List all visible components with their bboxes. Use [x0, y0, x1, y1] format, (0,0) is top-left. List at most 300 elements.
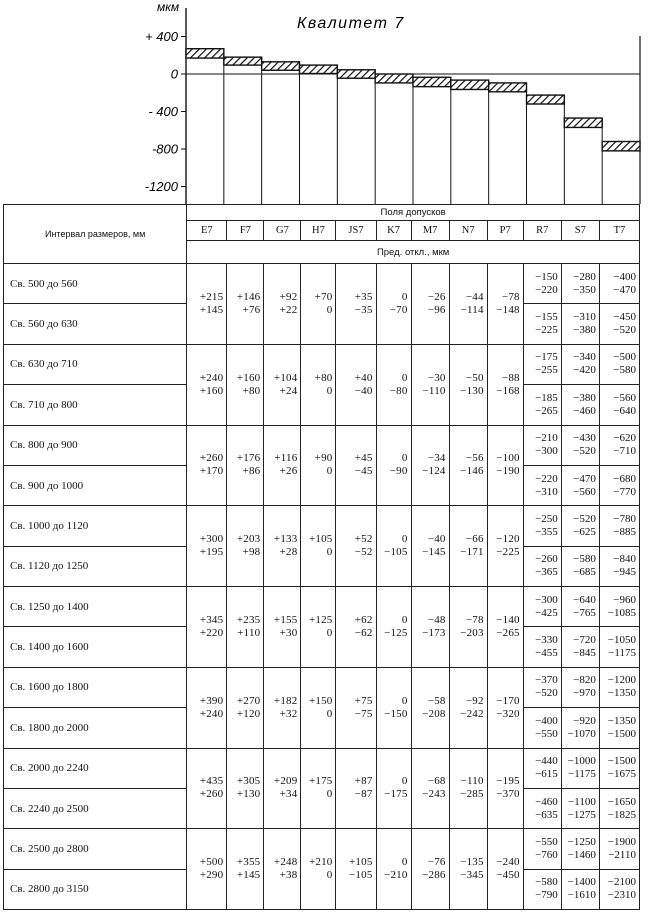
tick-label: + 400 — [145, 29, 178, 44]
upper-deviation: −58 — [427, 694, 446, 707]
lower-deviation: +26 — [279, 465, 298, 478]
deviation-cell-f7 — [227, 748, 264, 829]
deviation-cell-s7 — [561, 304, 599, 344]
lower-deviation: −146 — [460, 465, 484, 478]
deviation-cell-t7 — [599, 506, 639, 546]
tolerance-band-r7 — [527, 95, 565, 104]
lower-deviation: −640 — [613, 404, 636, 417]
size-interval-label: Св. 1600 до 1800 — [4, 667, 187, 707]
deviation-cell-s7 — [561, 425, 599, 465]
size-interval-label: Св. 900 до 1000 — [4, 465, 187, 505]
deviation-cell-m7 — [411, 425, 449, 506]
lower-deviation: −243 — [422, 788, 446, 801]
deviation-cell-s7 — [561, 546, 599, 586]
upper-deviation: +203 — [236, 533, 261, 546]
deviation-cell-p7 — [487, 667, 523, 748]
lower-deviation: −455 — [535, 647, 558, 660]
tolerance-band-e7 — [186, 49, 224, 58]
upper-deviation: −68 — [427, 775, 446, 788]
deviation-cell-f7 — [227, 667, 264, 748]
deviation-cell-h7 — [301, 264, 336, 345]
deviation-cell-h7 — [301, 344, 336, 425]
column-header-f7: F7 — [227, 221, 264, 241]
lower-deviation: −520 — [573, 445, 596, 458]
deviation-cell-js7 — [336, 748, 376, 829]
table-row — [4, 264, 640, 304]
upper-deviation: +345 — [199, 613, 224, 626]
deviation-cell-g7 — [264, 506, 301, 587]
deviation-cell-k7 — [376, 425, 411, 506]
lower-deviation: −130 — [460, 384, 484, 397]
deviation-cell-m7 — [411, 829, 449, 910]
deviation-cell-g7 — [264, 425, 301, 506]
upper-deviation: −150 — [535, 270, 558, 283]
lower-deviation: −615 — [535, 768, 558, 781]
size-interval-label: Св. 710 до 800 — [4, 385, 187, 425]
deviation-cell-h7 — [301, 748, 336, 829]
lower-deviation: +260 — [199, 788, 224, 801]
upper-deviation: −210 — [535, 432, 558, 445]
deviation-cell-t7 — [599, 465, 639, 505]
upper-deviation: +40 — [354, 371, 373, 384]
upper-deviation: 0 — [401, 452, 408, 465]
deviation-cell-t7 — [599, 869, 639, 909]
column-header-s7: S7 — [561, 221, 599, 241]
deviation-cell-r7 — [523, 667, 561, 707]
upper-deviation: −310 — [573, 311, 596, 324]
lower-deviation: −370 — [496, 788, 520, 801]
lower-deviation: −265 — [535, 404, 558, 417]
upper-deviation: −370 — [535, 674, 558, 687]
deviation-cell-r7 — [523, 385, 561, 425]
size-interval-header: Интервал размеров, мм — [4, 205, 187, 264]
upper-deviation: +45 — [354, 452, 373, 465]
deviation-cell-m7 — [411, 667, 449, 748]
lower-deviation: −35 — [354, 303, 373, 316]
deviation-cell-t7 — [599, 587, 639, 627]
deviation-cell-f7 — [227, 506, 264, 587]
lower-deviation: −96 — [427, 303, 446, 316]
lower-deviation: −760 — [535, 848, 558, 861]
upper-deviation: −78 — [501, 290, 520, 303]
deviation-cell-k7 — [376, 264, 411, 345]
lower-deviation: −625 — [573, 525, 596, 538]
size-interval-label: Св. 2000 до 2240 — [4, 748, 187, 788]
lower-deviation: −286 — [422, 869, 446, 882]
lower-deviation: 0 — [326, 465, 333, 478]
upper-deviation: −620 — [613, 432, 636, 445]
deviation-cell-r7 — [523, 627, 561, 667]
column-header-g7: G7 — [264, 221, 301, 241]
deviation-cell-s7 — [561, 506, 599, 546]
upper-deviation: −110 — [460, 775, 484, 788]
size-interval-label: Св. 2800 до 3150 — [4, 869, 187, 909]
tolerance-band-t7 — [602, 142, 640, 151]
upper-deviation: −34 — [427, 452, 446, 465]
lower-deviation: −845 — [573, 647, 596, 660]
upper-deviation: 0 — [401, 290, 408, 303]
deviation-cell-n7 — [449, 506, 487, 587]
lower-deviation: −265 — [496, 626, 520, 639]
deviation-cell-s7 — [561, 627, 599, 667]
deviation-cell-n7 — [449, 425, 487, 506]
upper-deviation: +105 — [308, 533, 333, 546]
upper-deviation: +215 — [199, 290, 224, 303]
upper-deviation: −88 — [501, 371, 520, 384]
deviation-cell-s7 — [561, 788, 599, 828]
size-interval-label: Св. 1250 до 1400 — [4, 587, 187, 627]
lower-deviation: −125 — [384, 626, 408, 639]
deviation-cell-r7 — [523, 546, 561, 586]
lower-deviation: +32 — [279, 707, 298, 720]
deviation-cell-e7 — [187, 425, 227, 506]
deviation-cell-g7 — [264, 748, 301, 829]
upper-deviation: +355 — [236, 856, 261, 869]
upper-deviation: −580 — [573, 553, 596, 566]
lower-deviation: −350 — [573, 283, 596, 296]
size-interval-label: Св. 1400 до 1600 — [4, 627, 187, 667]
deviation-cell-e7 — [187, 587, 227, 668]
unit-label: мкм — [157, 0, 180, 14]
lower-deviation: −168 — [496, 384, 520, 397]
lower-deviation: −173 — [422, 626, 446, 639]
upper-deviation: −66 — [465, 533, 484, 546]
upper-deviation: +35 — [354, 290, 373, 303]
deviation-cell-r7 — [523, 788, 561, 828]
upper-deviation: −220 — [535, 472, 558, 485]
upper-deviation: −920 — [573, 714, 596, 727]
upper-deviation: −1200 — [607, 674, 636, 687]
lower-deviation: −320 — [496, 707, 520, 720]
lower-deviation: −1175 — [568, 768, 596, 781]
deviation-cell-g7 — [264, 264, 301, 345]
deviation-cell-n7 — [449, 829, 487, 910]
tick-label: 0 — [170, 66, 178, 82]
table-row — [4, 506, 640, 546]
deviation-cell-h7 — [301, 425, 336, 506]
upper-deviation: +75 — [354, 694, 373, 707]
lower-deviation: −355 — [535, 525, 558, 538]
upper-deviation: −680 — [613, 472, 636, 485]
upper-deviation: −380 — [573, 391, 596, 404]
lower-deviation: +220 — [199, 626, 224, 639]
deviation-cell-e7 — [187, 264, 227, 345]
upper-deviation: −100 — [496, 452, 520, 465]
upper-deviation: −1500 — [607, 755, 636, 768]
upper-deviation: −720 — [573, 634, 596, 647]
lower-deviation: +120 — [236, 707, 261, 720]
lower-deviation: 0 — [326, 707, 333, 720]
size-interval-label: Св. 800 до 900 — [4, 425, 187, 465]
deviation-cell-t7 — [599, 667, 639, 707]
deviation-cell-js7 — [336, 587, 376, 668]
upper-deviation: +52 — [354, 533, 373, 546]
deviation-cell-f7 — [227, 425, 264, 506]
deviation-cell-h7 — [301, 667, 336, 748]
upper-deviation: +160 — [236, 371, 261, 384]
upper-deviation: −280 — [573, 270, 596, 283]
lower-deviation: −75 — [354, 707, 373, 720]
lower-deviation: −1175 — [608, 647, 636, 660]
lower-deviation: +38 — [279, 869, 298, 882]
lower-deviation: −171 — [460, 546, 484, 559]
upper-deviation: +105 — [349, 856, 373, 869]
deviation-cell-s7 — [561, 869, 599, 909]
tick-label: - 400 — [148, 104, 178, 119]
deviation-cell-n7 — [449, 667, 487, 748]
deviation-cell-js7 — [336, 829, 376, 910]
lower-deviation: −124 — [422, 465, 446, 478]
deviation-cell-s7 — [561, 344, 599, 384]
lower-deviation: 0 — [326, 384, 333, 397]
tolerance-field-diagram — [0, 0, 650, 205]
lower-deviation: −425 — [535, 606, 558, 619]
table-row — [4, 587, 640, 627]
upper-deviation: −120 — [496, 533, 520, 546]
upper-deviation: −56 — [465, 452, 484, 465]
upper-deviation: −330 — [535, 634, 558, 647]
upper-deviation: +248 — [273, 856, 298, 869]
deviation-cell-js7 — [336, 667, 376, 748]
upper-deviation: −840 — [613, 553, 636, 566]
deviation-cell-t7 — [599, 708, 639, 748]
upper-deviation: −1100 — [568, 795, 596, 808]
lower-deviation: −885 — [613, 525, 636, 538]
column-header-js7: JS7 — [336, 221, 376, 241]
upper-deviation: +209 — [273, 775, 298, 788]
upper-deviation: 0 — [401, 613, 408, 626]
upper-deviation: −155 — [535, 311, 558, 324]
upper-deviation: +87 — [354, 775, 373, 788]
lower-deviation: +34 — [279, 788, 298, 801]
deviation-cell-p7 — [487, 748, 523, 829]
deviation-cell-js7 — [336, 506, 376, 587]
upper-deviation: +500 — [199, 856, 224, 869]
lower-deviation: −255 — [535, 364, 558, 377]
upper-deviation: −92 — [465, 694, 484, 707]
lower-deviation: −90 — [389, 465, 408, 478]
upper-deviation: +92 — [279, 290, 298, 303]
lower-deviation: −2110 — [608, 848, 636, 861]
lower-deviation: −560 — [573, 485, 596, 498]
upper-deviation: +116 — [274, 452, 298, 465]
deviation-cell-m7 — [411, 506, 449, 587]
deviation-cell-g7 — [264, 829, 301, 910]
size-interval-label: Св. 500 до 560 — [4, 264, 187, 304]
lower-deviation: +22 — [279, 303, 298, 316]
lower-deviation: −242 — [460, 707, 484, 720]
upper-deviation: +305 — [236, 775, 261, 788]
lower-deviation: −105 — [349, 869, 373, 882]
deviation-cell-r7 — [523, 425, 561, 465]
upper-deviation: +435 — [199, 775, 224, 788]
deviation-cell-f7 — [227, 587, 264, 668]
upper-deviation: +133 — [273, 533, 298, 546]
deviation-cell-p7 — [487, 264, 523, 345]
deviation-cell-t7 — [599, 264, 639, 304]
upper-deviation: −430 — [573, 432, 596, 445]
lower-deviation: −52 — [354, 546, 373, 559]
tolerance-band-m7 — [413, 77, 451, 86]
upper-deviation: −50 — [465, 371, 484, 384]
upper-deviation: +300 — [199, 533, 224, 546]
deviation-cell-k7 — [376, 344, 411, 425]
deviation-cell-h7 — [301, 506, 336, 587]
upper-deviation: 0 — [401, 694, 408, 707]
deviation-cell-k7 — [376, 506, 411, 587]
lower-deviation: −45 — [354, 465, 373, 478]
lower-deviation: −1675 — [607, 768, 636, 781]
table-row — [4, 344, 640, 384]
tolerance-band-h7 — [300, 65, 338, 73]
lower-deviation: −685 — [573, 566, 596, 579]
lower-deviation: +160 — [199, 384, 224, 397]
upper-deviation: −1900 — [607, 835, 636, 848]
tolerance-band-g7 — [262, 62, 300, 70]
upper-deviation: +182 — [273, 694, 298, 707]
upper-deviation: +90 — [314, 452, 333, 465]
deviation-cell-e7 — [187, 667, 227, 748]
upper-deviation: −2100 — [607, 876, 636, 889]
upper-deviation: +260 — [199, 452, 224, 465]
lower-deviation: −365 — [535, 566, 558, 579]
lower-deviation: +145 — [236, 869, 261, 882]
deviation-cell-f7 — [227, 264, 264, 345]
deviation-cell-n7 — [449, 587, 487, 668]
upper-deviation: −340 — [573, 351, 596, 364]
deviation-cell-g7 — [264, 587, 301, 668]
upper-deviation: 0 — [401, 856, 408, 869]
deviation-cell-s7 — [561, 264, 599, 304]
upper-deviation: +175 — [308, 775, 333, 788]
deviation-cell-s7 — [561, 708, 599, 748]
lower-deviation: −145 — [422, 546, 446, 559]
upper-deviation: −520 — [573, 512, 596, 525]
lower-deviation: −635 — [535, 808, 558, 821]
lower-deviation: −945 — [613, 566, 636, 579]
deviation-cell-m7 — [411, 748, 449, 829]
lower-deviation: −208 — [422, 707, 446, 720]
column-header-m7: M7 — [411, 221, 449, 241]
upper-deviation: −440 — [535, 755, 558, 768]
lower-deviation: −62 — [354, 626, 373, 639]
deviation-cell-r7 — [523, 748, 561, 788]
deviation-cell-r7 — [523, 344, 561, 384]
upper-deviation: −30 — [427, 371, 446, 384]
deviation-cell-t7 — [599, 788, 639, 828]
lower-deviation: +290 — [199, 869, 224, 882]
deviation-cell-p7 — [487, 506, 523, 587]
deviation-cell-n7 — [449, 748, 487, 829]
deviation-cell-r7 — [523, 304, 561, 344]
upper-deviation: −400 — [535, 714, 558, 727]
upper-deviation: −1350 — [607, 714, 636, 727]
upper-deviation: −300 — [535, 593, 558, 606]
deviation-cell-e7 — [187, 506, 227, 587]
lower-deviation: −1825 — [607, 808, 636, 821]
lower-deviation: −70 — [389, 303, 408, 316]
upper-deviation: −140 — [496, 613, 520, 626]
column-header-n7: N7 — [449, 221, 487, 241]
lower-deviation: −110 — [422, 384, 446, 397]
deviation-cell-js7 — [336, 425, 376, 506]
upper-deviation: +210 — [308, 856, 333, 869]
tolerance-fields-header: Поля допусков — [187, 205, 640, 221]
upper-deviation: −170 — [496, 694, 520, 707]
deviation-cell-t7 — [599, 829, 639, 869]
deviation-cell-p7 — [487, 829, 523, 910]
lower-deviation: −1610 — [567, 889, 596, 902]
lower-deviation: −40 — [354, 384, 373, 397]
lower-deviation: +110 — [237, 626, 261, 639]
tolerance-band-f7 — [224, 57, 262, 65]
deviation-cell-t7 — [599, 546, 639, 586]
lower-deviation: −220 — [535, 283, 558, 296]
lower-deviation: +170 — [199, 465, 224, 478]
upper-deviation: +146 — [236, 290, 261, 303]
lower-deviation: −175 — [384, 788, 408, 801]
upper-deviation: −470 — [573, 472, 596, 485]
lower-deviation: −550 — [535, 727, 558, 740]
lower-deviation: +28 — [279, 546, 298, 559]
tolerance-band-n7 — [451, 80, 489, 89]
deviation-cell-r7 — [523, 264, 561, 304]
upper-deviation: +176 — [236, 452, 261, 465]
tolerance-band-k7 — [375, 74, 413, 83]
upper-deviation: 0 — [401, 775, 408, 788]
lower-deviation: −310 — [535, 485, 558, 498]
tolerance-band-js7 — [337, 70, 375, 78]
lower-deviation: 0 — [326, 626, 333, 639]
deviation-cell-r7 — [523, 708, 561, 748]
lower-deviation: −225 — [535, 324, 558, 337]
upper-deviation: −78 — [465, 613, 484, 626]
size-interval-label: Св. 1000 до 1120 — [4, 506, 187, 546]
deviation-table — [3, 204, 640, 910]
deviation-cell-s7 — [561, 829, 599, 869]
tolerance-band-p7 — [489, 83, 527, 92]
upper-deviation: −1050 — [607, 634, 636, 647]
upper-deviation: +240 — [199, 371, 224, 384]
deviation-cell-t7 — [599, 304, 639, 344]
upper-deviation: −1250 — [567, 835, 596, 848]
lower-deviation: −380 — [573, 324, 596, 337]
lower-deviation: +145 — [199, 303, 224, 316]
lower-deviation: −520 — [613, 324, 636, 337]
deviation-cell-m7 — [411, 344, 449, 425]
lower-deviation: −765 — [573, 606, 596, 619]
lower-deviation: +130 — [236, 788, 261, 801]
deviation-cell-t7 — [599, 748, 639, 788]
column-header-p7: P7 — [487, 221, 523, 241]
upper-deviation: +150 — [308, 694, 333, 707]
upper-deviation: −250 — [535, 512, 558, 525]
lower-deviation: +86 — [242, 465, 261, 478]
deviation-cell-js7 — [336, 344, 376, 425]
upper-deviation: +235 — [236, 613, 261, 626]
deviation-cell-s7 — [561, 748, 599, 788]
deviation-cell-g7 — [264, 667, 301, 748]
lower-deviation: +80 — [242, 384, 261, 397]
deviation-cell-js7 — [336, 264, 376, 345]
column-header-t7: T7 — [599, 221, 639, 241]
column-header-k7: K7 — [376, 221, 411, 241]
deviation-cell-s7 — [561, 667, 599, 707]
lower-deviation: +195 — [199, 546, 224, 559]
deviation-cell-e7 — [187, 829, 227, 910]
tolerance-band-s7 — [564, 118, 602, 127]
upper-deviation: −1650 — [607, 795, 636, 808]
